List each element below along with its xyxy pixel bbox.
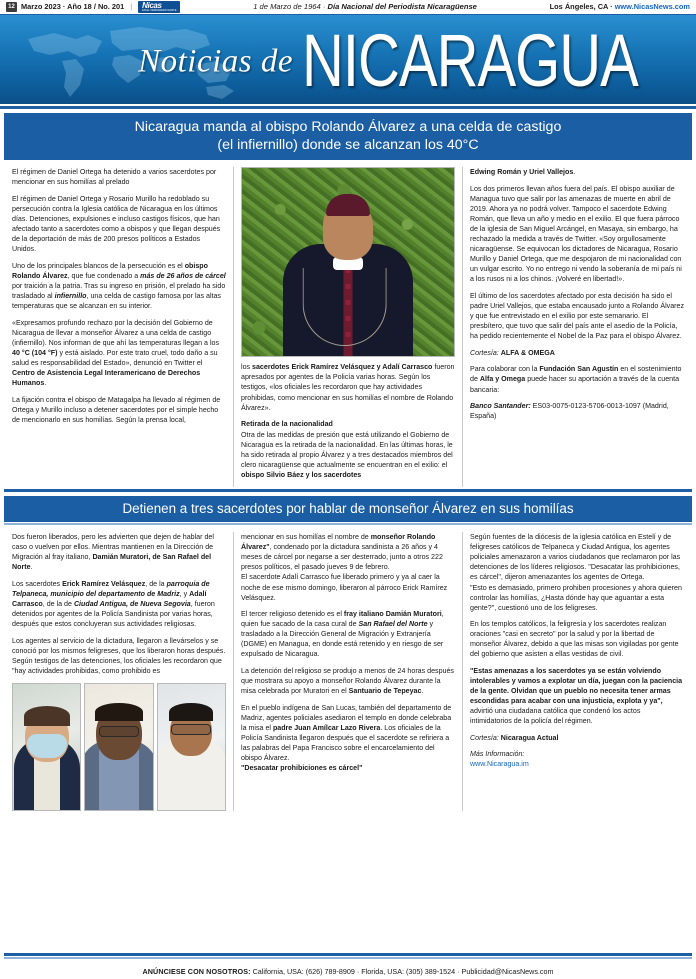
photo-bishop-alvarez xyxy=(241,167,455,357)
a2c2-p5-t1: En el pueblo indígena de San Lucas, también del departamento de Madriz, agentes policiales asediaron el templo en donde celebraba la misa el xyxy=(241,703,452,732)
a2c2-p1-t2: , condenado por la dictadura sandinista a 26 años y 4 meses de cárcel por negarse a ser desterrado, junto a otros 222 presos políticos, el pasado jueves 9 de febrero. xyxy=(241,543,443,572)
a2c2-p4-t1: La detención del religioso se produjo a menos de 24 horas después que mostrara su apoyo a monseñor Rolando Álvarez durante la misa celebrada por Muratori en el xyxy=(241,666,454,696)
a1c3-courtesy-label: Cortesía: xyxy=(470,348,499,357)
a1c3-p1 xyxy=(470,167,684,177)
a1c3-p4-t2: en el sostenimiento de xyxy=(470,365,682,384)
topbar-separator: | xyxy=(130,1,133,11)
top-bar-left xyxy=(6,1,180,13)
a1c3-p4-t1: Para colaborar con la xyxy=(470,365,540,374)
eyeglasses-icon-2 xyxy=(171,724,211,735)
a1c3-p4-bold2: Alfa y Omega xyxy=(479,375,526,384)
masthead-title xyxy=(0,21,696,103)
a2c3-courtesy xyxy=(470,733,684,743)
a1c1-p3-t3: por traición a la patria. Tras su ingreso en prisión, el prelado ha sido trasladado al xyxy=(12,281,226,301)
a2c2-p3 xyxy=(241,609,455,659)
a1c2-p2-bold1: obispo Silvio Báez y los sacerdotes xyxy=(241,471,362,480)
a2c2-p3-bolditalic1: San Rafael del Norte xyxy=(358,620,428,629)
article2-headline-text: Detienen a tres sacerdotes por hablar de monseñor Álvarez en sus homilías xyxy=(122,501,574,517)
article1-headline-line1: Nicaragua manda al obispo Rolando Álvarez a una celda de castigo xyxy=(134,119,562,135)
top-bar-right xyxy=(550,2,690,13)
office-location: Los Ángeles, CA · xyxy=(549,1,615,11)
a2c1-p2-t2: , de la xyxy=(145,579,167,588)
a2c2-p3-t3: y trasladado a la Dirección General de Migración y Extranjería (DGME) en Managua, en donde está retenido y en riesgo de ser expulsado de Nicaragua. xyxy=(241,620,444,659)
priest1-hair xyxy=(24,706,70,726)
issue-info: Marzo 2023 · Año 18 / No. 201 xyxy=(21,1,125,11)
a2c1-p2-bold1: Erick Ramírez Velásquez xyxy=(62,579,146,588)
a1c2-p2 xyxy=(241,430,455,480)
face-mask-icon xyxy=(27,734,67,758)
a2c2-p4-t2: . xyxy=(421,687,424,696)
article2-column-1 xyxy=(5,532,233,810)
article2-columns xyxy=(0,525,696,810)
priest2-hair xyxy=(95,703,143,721)
article1-column-3 xyxy=(462,167,691,487)
article1-column-2 xyxy=(233,167,462,487)
a2c2-p5-t2: . Los oficiales de la Policía Sandinista llegaron después que el sacerdote se refiriera a las palabras del Papa Francisco sobre el encarcelamiento del obispo Álvarez. xyxy=(241,723,450,762)
a2c1-p2-t5: , fueron detenidos por agentes de la Policía Sandinista por varias horas, después que estos concluyeran sus actividades religiosas. xyxy=(12,600,215,629)
a1c1-p4-t1: «Expresamos profundo rechazo por la decisión del Gobierno de Nicaragua de llevar a monseñor Álvarez a una celda de castigo (infiernillo). Nos informan de que ahí las temperaturas llegan a los xyxy=(12,318,220,347)
a2c2-p1-bold1: monseñor Rolando Álvarez" xyxy=(241,533,436,552)
article1-column-1 xyxy=(5,167,233,487)
photo-priest-2 xyxy=(84,683,153,811)
page-number-badge: 12 xyxy=(6,2,17,12)
article2-headline xyxy=(4,496,692,522)
article1-headline xyxy=(4,113,692,160)
a2c2-p4-bold1: Santuario de Tepeyac xyxy=(348,687,422,696)
a2c3-p4-bold1: "Estas amenazas a los sacerdotes ya se están volviendo intolerables y vamos a explotar un día, juegan con la paciencia de la gente. Olvidan que un pueblo no necesita tener armas escondidas para acabar con una injusticia, explota y ya", xyxy=(470,666,683,706)
footer-contact: California, USA: (626) 789-8909 · Florida, USA: (305) 389-1524 · Publicidad@NicasNews.com xyxy=(250,966,554,976)
a1c1-p1: El régimen de Daniel Ortega ha detenido a varios sacerdotes por mencionar en sus homilías al prelado xyxy=(12,168,217,187)
a2c2-p6-bold1: "Desacatar prohibiciones es cárcel" xyxy=(241,764,363,772)
photo-priest-1 xyxy=(12,683,81,811)
a1c2-p2-t1: Otra de las medidas de presión que está utilizando el Gobierno de Nicaragua es la retirada de la nacionalidad. En las últimas horas, le ha sido retirada al propio Álvarez y a tres destacados miembros del clero nicaragüense que actualmente se encuentran en el exilio: el xyxy=(241,431,453,470)
a1c1-p4-t2: y está aislado. Por este trato cruel, todo daño a su salud es responsabilidad del Estado», denunció en Twitter el xyxy=(12,348,218,367)
a1c1-p3-t2: , que fue condenado a xyxy=(67,271,141,280)
a1c2-p1-bold1: sacerdotes Erick Ramírez Velásquez y Adalí Carrasco xyxy=(252,363,433,372)
priest3-hair xyxy=(169,703,213,721)
a2c2-p3-t1: El tercer religioso detenido es el xyxy=(241,610,344,619)
a2c1-p1 xyxy=(12,532,226,572)
a2c1-p3: Los agentes al servicio de la dictadura, llegaron a llevárselos y se conoció por los mismos feligreses, que los liberaron horas después. Según testigos de las detenciones, los oficiales les recordaron que "hay actividades prohibidas, como prohibido es xyxy=(12,636,226,675)
a2c3-courtesy-value: Nicaragua Actual xyxy=(500,733,559,742)
historic-date: 1 de Marzo de 1964 · xyxy=(253,1,328,11)
a1c3-bank xyxy=(470,401,684,421)
more-info-label: Más Información: xyxy=(470,750,525,759)
a1c1-p3-t4: , una celda de castigo famosa por las altas temperaturas que se alcanzan en su interior. xyxy=(12,292,221,311)
a1c3-p4 xyxy=(470,364,684,394)
nicas-logo[interactable] xyxy=(138,1,180,13)
a1c1-p3 xyxy=(12,261,226,311)
a1c3-courtesy-value: ALFA & OMEGA xyxy=(500,348,555,357)
historic-event: Día Nacional del Periodista Nicaragüense xyxy=(327,1,477,11)
eyeglasses-icon xyxy=(99,726,139,737)
a1c3-p2: Los dos primeros llevan años fuera del país. El obispo auxiliar de Managua tuvo que salir por las amenazas de muerte en abril de 2019. Ahora ya no podrá volver. Tampoco el sacerdote Edwing Román, que lleva un año y medio en el exilio. El que fuera párroco de la iglesia de San Miguel Arcángel, en Masaya, sin embargo, ha rechazado la medida a través de Twitter. «Soy orgullosamente nicaragüense. Se equivocan los dictadores de Nicaragua, Rosario Murillo y Daniel Ortega, que me despojaron de mi nacionalidad con un vulgar escrito. Yo no entrego ni vendo la soberanía de mi país ni a los rusos ni a los chinos. ¡Volveré en libertad!». xyxy=(470,184,682,284)
masthead-nicaragua: NICARAGUA xyxy=(302,19,638,103)
a1c2-p1-t1: los xyxy=(241,363,253,372)
a2c2-p5 xyxy=(241,703,455,763)
a1c3-bank-label: Banco Santander: xyxy=(470,402,531,411)
article2-column-2 xyxy=(233,532,462,810)
a2c1-p2-bold2: Adalí Carrasco xyxy=(12,590,207,609)
a1c2-subhead: Retirada de la nacionalidad xyxy=(241,420,333,429)
a1c3-courtesy xyxy=(470,348,684,358)
article1-headline-line2: (el infiernillo) donde se alcanzan los 40°C xyxy=(217,137,479,154)
website-link[interactable]: www.NicasNews.com xyxy=(614,1,690,11)
a1c1-p2: El régimen de Daniel Ortega y Rosario Murillo ha redoblado su persecución contra la Iglesia católica de Nicaragua en los últimos días. Detenciones, expulsiones e incluso castigos físicos, que han afectado tanto a sacerdotes como a obispos y que llegan después de la deportación de más de 200 presos políticos a Estados Unidos. xyxy=(12,194,221,254)
masthead xyxy=(0,15,696,109)
a2c2-p3-bold1: fray italiano Damián Muratori xyxy=(343,610,442,619)
top-bar-center xyxy=(185,2,544,13)
a2c2-p4 xyxy=(241,666,455,696)
a1c1-p5: La fijación contra el obispo de Matagalpa ha llevado al régimen de Ortega y Murillo incluso a detener sacerdotes por el simple hecho de mencionarlo en sus homilías. Según la prensa local, xyxy=(12,395,221,424)
a2c2-p3-t2: , quien fue sacado de la casa cural de xyxy=(241,610,444,629)
a1c3-p4-t3: puede hacer su aportación a través de la cuenta bancaria: xyxy=(470,375,680,394)
a1c1-p3-bolditalic2: infiernillo xyxy=(54,292,87,301)
footer-advertise xyxy=(0,967,696,977)
a2c3-p2: "Esto es demasiado, primero prohiben procesiones y ahora quieren controlar las homilías, ¿Hasta dónde hay que aguantar a esta gente?", cuestionó uno de los feligreses. xyxy=(470,583,682,612)
a2c1-p2-t4: , de la de xyxy=(42,600,74,609)
a2c2-p5-bold1: padre Juan Amílcar Lazo Rivera xyxy=(272,723,381,732)
a1c3-p4-bold1: Fundación San Agustín xyxy=(539,365,619,374)
a2c2-p6 xyxy=(241,763,455,773)
masthead-rules xyxy=(0,104,696,109)
a1c1-p3-bolditalic1: más de 26 años de cárcel xyxy=(140,271,226,280)
article1-columns xyxy=(0,160,696,487)
article2-banner-wrap xyxy=(0,492,696,522)
a1c1-p3-bold1: obispo Rolando Álvarez xyxy=(12,261,208,280)
a1c2-p1 xyxy=(241,362,455,412)
a1c1-p4-bold2: Centro de Asistencia Legal Interamericano de Derechos Humanos xyxy=(12,368,201,388)
a2c1-p2-t1: Los sacerdotes xyxy=(12,579,63,588)
a1c2-p1-t2: fueron apresados por agentes de la Policía varias horas. Según los testigos, «los oficiales les recordaron que hay actividades prohibidas, como mencionar en sus homilías el nombre de Rolando Álvarez». xyxy=(241,363,455,412)
more-info-link[interactable]: www.Nicaragua.im xyxy=(470,760,529,769)
a2c3-p3: En los templos católicos, la feligresía y los sacerdotes realizan oraciones "casi en secreto" por la salud y por la libertad de monseñor Álvarez, debido a que las misas son vigiladas por gente del gobierno que asisten a ellas vestidas de civil. xyxy=(470,620,679,659)
top-bar xyxy=(0,0,696,15)
a1c1-p3-t1: Uno de los principales blancos de la persecución es el xyxy=(12,261,185,270)
a1c3-bank-value: ES03-0075-0123-5706-0013-1097 (Madrid, España) xyxy=(470,402,669,421)
a2c1-p2-bolditalic1: parroquia de Telpaneca, municipio del departamento de Madriz xyxy=(12,579,210,598)
a1c3-p1-bold1: Edwing Román y Uriel Vallejos xyxy=(470,168,574,177)
a2c2-p1 xyxy=(241,532,455,572)
a2c3-more-label xyxy=(470,749,684,759)
a2c3-courtesy-label: Cortesía: xyxy=(470,733,499,742)
a2c1-p2-t3: , y xyxy=(179,590,190,598)
article2-column-3 xyxy=(462,532,691,810)
a1c1-p4 xyxy=(12,318,226,388)
a1c1-p4-t3: . xyxy=(44,379,47,388)
a2c2-p1-t1: mencionar en sus homilías el nombre de xyxy=(241,533,371,542)
masthead-noticias: Noticias de xyxy=(138,43,294,80)
nicas-logo-tagline: EN EL VERDADERO NORTE xyxy=(142,9,177,13)
a2c3-more-url xyxy=(470,759,684,769)
a2c1-p1-t2: . xyxy=(30,563,33,572)
a2c1-p1-t1: Dos fueron liberados, pero les advierten que dejen de hablar del caso o vuelven por ellos. Mientras mantienen en la Dirección de Migración al fray italiano, xyxy=(12,533,214,562)
a2c1-p1-bold1: Damián Muratori, de San Rafael del Norte xyxy=(12,553,212,572)
a1c1-p4-bold1: 40 °C (104 °F) xyxy=(12,348,58,357)
a2c3-p5: advirtió una ciudadana católica que condenó los actos intimidatorios de la policía del régimen. xyxy=(470,707,641,726)
footer-rules xyxy=(4,953,692,959)
a2c3-p1: Según fuentes de la diócesis de la iglesia católica en Estelí y de feligreses católicos de Telpaneca y Ciudad Antigua, los agentes policiales amenazaron a varios ciudadanos que reclamaron por las detenciones de los líderes religiosos. "Desacatar las prohibiciones, es cárcel", dijeron amenazantes los agentes de Ortega. xyxy=(470,533,681,582)
nicas-logo-word: Nicas xyxy=(142,1,162,11)
article1-banner-wrap xyxy=(0,109,696,160)
footer-label: ANÚNCIESE CON NOSOTROS: xyxy=(142,966,251,976)
a1c3-p1-t1: . xyxy=(573,168,576,177)
a2c2-p2: El sacerdote Adalí Carrasco fue liberado primero y ya al caer la noche de ese mismo domingo, liberaron al párroco Erick Ramírez Velásquez. xyxy=(241,573,448,602)
a2c1-p2-bolditalic2: Ciudad Antigua, de Nueva Segovia xyxy=(73,600,191,609)
a2c3-p4 xyxy=(470,666,684,706)
a1c3-p3: El último de los sacerdotes afectado por esta decisión ha sido el padre Uriel Vallejos, que estaba encausado junto a Rolando Álvarez y que fue entrevistado en el exilio por este semanario. El presbítero, que tuvo que salir del país ante el asedio de la Policía, ha pedido recientemente el Nobel de la Paz para el obispo Álvarez. xyxy=(470,292,685,341)
a2c1-p2 xyxy=(12,579,226,629)
photo-three-priests xyxy=(12,683,226,811)
photo-priest-3 xyxy=(157,683,226,811)
